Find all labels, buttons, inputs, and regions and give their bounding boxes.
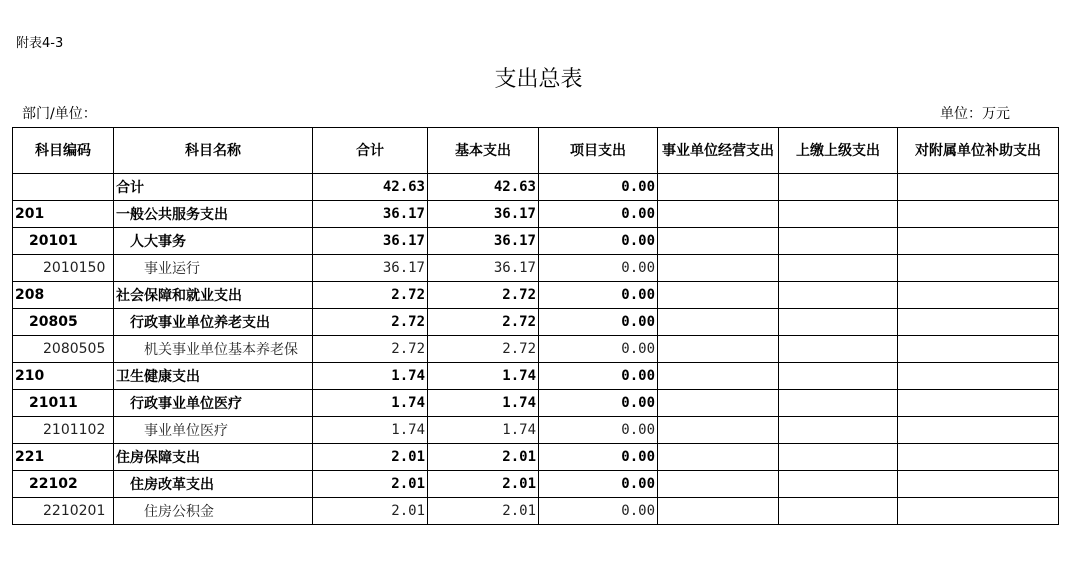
cell-basic: 1.74 bbox=[428, 363, 539, 390]
cell-business bbox=[658, 471, 779, 498]
cell-project: 0.00 bbox=[539, 282, 658, 309]
cell-upper bbox=[779, 309, 898, 336]
cell-name: 一般公共服务支出 bbox=[114, 201, 313, 228]
cell-name: 合计 bbox=[114, 174, 313, 201]
cell-subsidy bbox=[898, 417, 1059, 444]
cell-basic: 2.72 bbox=[428, 282, 539, 309]
table-row bbox=[13, 282, 1059, 309]
cell-total: 42.63 bbox=[313, 174, 428, 201]
cell-business bbox=[658, 363, 779, 390]
cell-project: 0.00 bbox=[539, 471, 658, 498]
cell-upper bbox=[779, 174, 898, 201]
cell-name: 住房保障支出 bbox=[114, 444, 313, 471]
header-subject-code: 科目编码 bbox=[13, 128, 114, 174]
cell-project: 0.00 bbox=[539, 309, 658, 336]
cell-project: 0.00 bbox=[539, 498, 658, 525]
cell-basic: 36.17 bbox=[428, 255, 539, 282]
cell-code: 20805 bbox=[13, 309, 114, 336]
cell-basic: 36.17 bbox=[428, 228, 539, 255]
header-upper-payment: 上缴上级支出 bbox=[779, 128, 898, 174]
cell-name: 人大事务 bbox=[114, 228, 313, 255]
cell-business bbox=[658, 390, 779, 417]
cell-upper bbox=[779, 363, 898, 390]
cell-upper bbox=[779, 282, 898, 309]
cell-total: 2.72 bbox=[313, 282, 428, 309]
cell-name: 行政事业单位医疗 bbox=[114, 390, 313, 417]
table-row bbox=[13, 228, 1059, 255]
cell-subsidy bbox=[898, 363, 1059, 390]
unit-label: 单位：万元 bbox=[940, 106, 1010, 122]
cell-total: 1.74 bbox=[313, 417, 428, 444]
cell-code: 2080505 bbox=[13, 336, 114, 363]
cell-upper bbox=[779, 255, 898, 282]
header-basic-expenditure: 基本支出 bbox=[428, 128, 539, 174]
cell-business bbox=[658, 309, 779, 336]
cell-code: 221 bbox=[13, 444, 114, 471]
cell-code: 20101 bbox=[13, 228, 114, 255]
cell-project: 0.00 bbox=[539, 228, 658, 255]
cell-upper bbox=[779, 444, 898, 471]
department-label: 部门/单位： bbox=[22, 106, 97, 122]
table-header-row bbox=[13, 128, 1059, 174]
cell-basic: 42.63 bbox=[428, 174, 539, 201]
cell-upper bbox=[779, 471, 898, 498]
cell-upper bbox=[779, 201, 898, 228]
cell-business bbox=[658, 201, 779, 228]
cell-total: 36.17 bbox=[313, 201, 428, 228]
cell-name: 住房公积金 bbox=[114, 498, 313, 525]
cell-project: 0.00 bbox=[539, 444, 658, 471]
cell-basic: 36.17 bbox=[428, 201, 539, 228]
table-row bbox=[13, 498, 1059, 525]
header-subsidiary-subsidy: 对附属单位补助支出 bbox=[898, 128, 1059, 174]
header-business-expenditure: 事业单位经营支出 bbox=[658, 128, 779, 174]
cell-basic: 1.74 bbox=[428, 390, 539, 417]
cell-subsidy bbox=[898, 336, 1059, 363]
cell-business bbox=[658, 255, 779, 282]
cell-code bbox=[13, 174, 114, 201]
table-row bbox=[13, 471, 1059, 498]
cell-name: 社会保障和就业支出 bbox=[114, 282, 313, 309]
cell-code: 2010150 bbox=[13, 255, 114, 282]
cell-subsidy bbox=[898, 255, 1059, 282]
cell-project: 0.00 bbox=[539, 174, 658, 201]
page-title: 支出总表 bbox=[494, 67, 583, 92]
cell-total: 36.17 bbox=[313, 228, 428, 255]
cell-subsidy bbox=[898, 309, 1059, 336]
cell-code: 22102 bbox=[13, 471, 114, 498]
cell-code: 2210201 bbox=[13, 498, 114, 525]
table-row bbox=[13, 336, 1059, 363]
table-row bbox=[13, 309, 1059, 336]
cell-project: 0.00 bbox=[539, 336, 658, 363]
header-project-expenditure: 项目支出 bbox=[539, 128, 658, 174]
cell-business bbox=[658, 498, 779, 525]
cell-subsidy bbox=[898, 174, 1059, 201]
cell-business bbox=[658, 444, 779, 471]
cell-basic: 2.01 bbox=[428, 498, 539, 525]
cell-subsidy bbox=[898, 471, 1059, 498]
cell-total: 1.74 bbox=[313, 363, 428, 390]
cell-code: 210 bbox=[13, 363, 114, 390]
cell-name: 事业单位医疗 bbox=[114, 417, 313, 444]
cell-total: 1.74 bbox=[313, 390, 428, 417]
cell-subsidy bbox=[898, 444, 1059, 471]
cell-basic: 2.01 bbox=[428, 471, 539, 498]
cell-business bbox=[658, 336, 779, 363]
cell-total: 36.17 bbox=[313, 255, 428, 282]
cell-upper bbox=[779, 498, 898, 525]
cell-subsidy bbox=[898, 390, 1059, 417]
cell-total: 2.72 bbox=[313, 336, 428, 363]
cell-upper bbox=[779, 228, 898, 255]
cell-total: 2.72 bbox=[313, 309, 428, 336]
table-row bbox=[13, 417, 1059, 444]
cell-upper bbox=[779, 336, 898, 363]
cell-name: 行政事业单位养老支出 bbox=[114, 309, 313, 336]
cell-subsidy bbox=[898, 201, 1059, 228]
cell-project: 0.00 bbox=[539, 390, 658, 417]
table-row bbox=[13, 255, 1059, 282]
cell-basic: 2.72 bbox=[428, 309, 539, 336]
cell-business bbox=[658, 174, 779, 201]
cell-total: 2.01 bbox=[313, 498, 428, 525]
expenditure-table bbox=[12, 127, 1059, 525]
cell-business bbox=[658, 417, 779, 444]
cell-total: 2.01 bbox=[313, 471, 428, 498]
cell-basic: 1.74 bbox=[428, 417, 539, 444]
table-row bbox=[13, 201, 1059, 228]
cell-subsidy bbox=[898, 228, 1059, 255]
cell-name: 住房改革支出 bbox=[114, 471, 313, 498]
table-row bbox=[13, 390, 1059, 417]
cell-upper bbox=[779, 417, 898, 444]
cell-code: 208 bbox=[13, 282, 114, 309]
table-row bbox=[13, 363, 1059, 390]
cell-project: 0.00 bbox=[539, 255, 658, 282]
table-row bbox=[13, 174, 1059, 201]
cell-name: 机关事业单位基本养老保 bbox=[114, 336, 313, 363]
cell-project: 0.00 bbox=[539, 201, 658, 228]
cell-code: 21011 bbox=[13, 390, 114, 417]
appendix-label: 附表4-3 bbox=[16, 36, 64, 51]
cell-code: 2101102 bbox=[13, 417, 114, 444]
cell-total: 2.01 bbox=[313, 444, 428, 471]
header-total: 合计 bbox=[313, 128, 428, 174]
cell-basic: 2.72 bbox=[428, 336, 539, 363]
cell-business bbox=[658, 228, 779, 255]
table-row bbox=[13, 444, 1059, 471]
cell-subsidy bbox=[898, 282, 1059, 309]
header-subject-name: 科目名称 bbox=[114, 128, 313, 174]
cell-business bbox=[658, 282, 779, 309]
cell-upper bbox=[779, 390, 898, 417]
cell-project: 0.00 bbox=[539, 363, 658, 390]
cell-basic: 2.01 bbox=[428, 444, 539, 471]
cell-name: 事业运行 bbox=[114, 255, 313, 282]
cell-code: 201 bbox=[13, 201, 114, 228]
cell-name: 卫生健康支出 bbox=[114, 363, 313, 390]
cell-subsidy bbox=[898, 498, 1059, 525]
cell-project: 0.00 bbox=[539, 417, 658, 444]
